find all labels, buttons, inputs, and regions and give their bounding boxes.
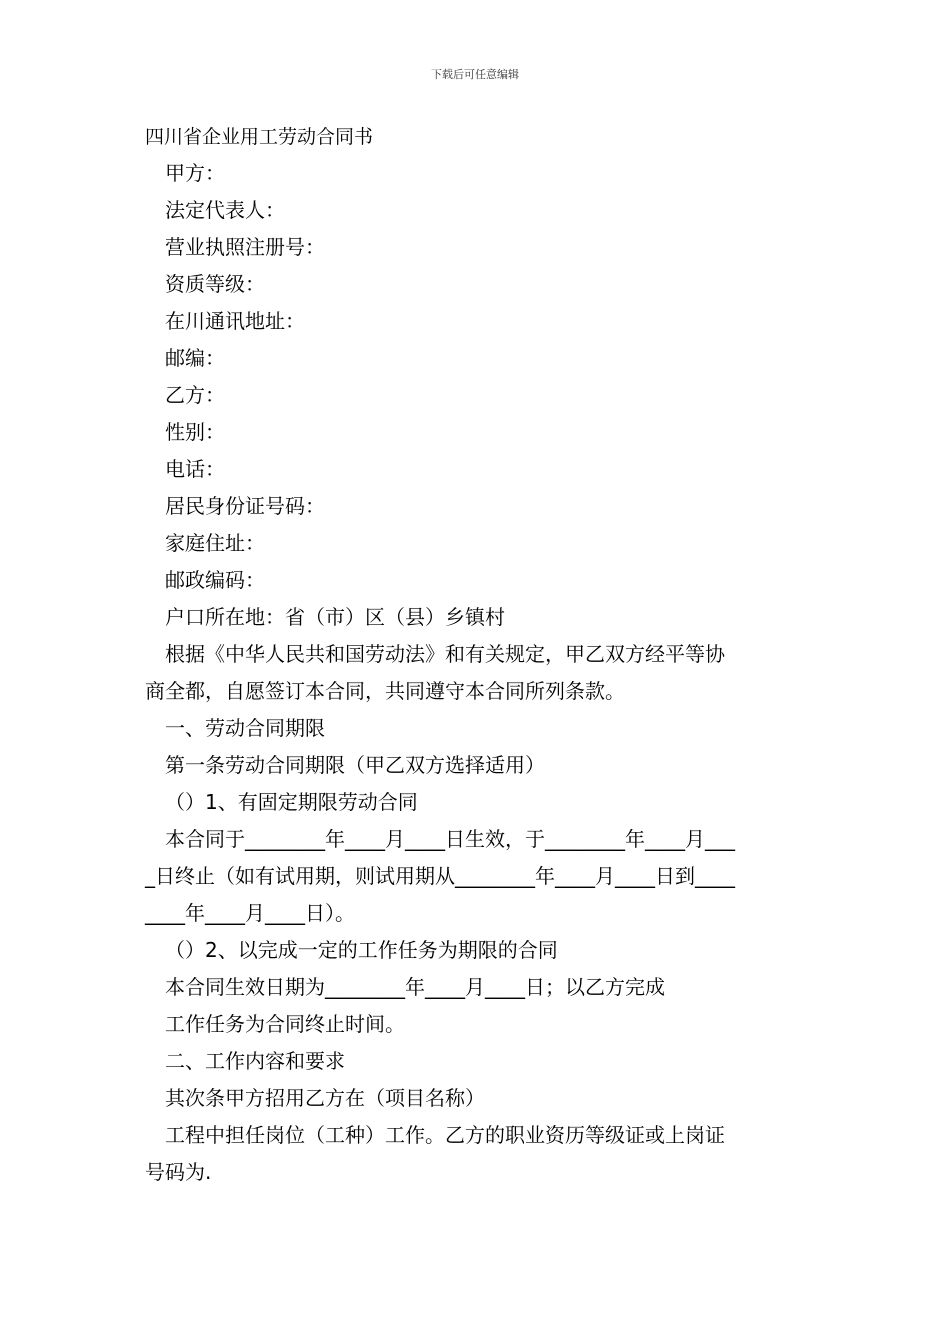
- document-line: （）1、有固定期限劳动合同: [165, 790, 418, 814]
- document-line: 邮政编码：: [165, 568, 265, 592]
- document-line: 本合同于________年____月____日生效，于________年____月___: [165, 827, 735, 851]
- document-line: 法定代表人：: [165, 198, 285, 222]
- document-line: 第一条劳动合同期限（甲乙双方选择适用）: [165, 753, 545, 777]
- document-line: 资质等级：: [165, 272, 265, 296]
- document-line: 电话：: [165, 457, 225, 481]
- document-line: _日终止（如有试用期，则试用期从________年____月____日到____: [145, 864, 735, 888]
- document-line: 甲方：: [165, 161, 225, 185]
- document-line: 根据《中华人民共和国劳动法》和有关规定，甲乙双方经平等协: [165, 642, 725, 666]
- document-line: 家庭住址：: [165, 531, 265, 555]
- document-line: 一、劳动合同期限: [165, 716, 325, 740]
- document-line: 居民身份证号码：: [165, 494, 325, 518]
- document-line: 邮编：: [165, 346, 225, 370]
- document-line: ____年____月____日）。: [145, 901, 355, 925]
- document-body: [145, 155, 810, 1191]
- document-line: 商全都，自愿签订本合同，共同遵守本合同所列条款。: [145, 679, 625, 703]
- document-line: 营业执照注册号：: [165, 235, 325, 259]
- document-line: 在川通讯地址：: [165, 309, 305, 333]
- document-line: 性别：: [165, 420, 225, 444]
- document-line: 本合同生效日期为________年____月____日；以乙方完成: [165, 975, 665, 999]
- document-line: 工程中担任岗位（工种）工作。乙方的职业资历等级证或上岗证: [165, 1123, 725, 1147]
- document-line: 乙方：: [165, 383, 225, 407]
- document-line: 二、工作内容和要求: [165, 1049, 345, 1073]
- document-line: 其次条甲方招用乙方在（项目名称）: [165, 1086, 485, 1110]
- document-line: （）2、以完成一定的工作任务为期限的合同: [165, 938, 558, 962]
- document-line: 户口所在地：省（市）区（县）乡镇村: [165, 605, 505, 629]
- page-header: 下载后可任意编辑: [431, 68, 519, 81]
- document-line: 号码为.: [145, 1160, 212, 1184]
- document-line: 工作任务为合同终止时间。: [165, 1012, 405, 1036]
- document-title: 四川省企业用工劳动合同书: [145, 126, 374, 148]
